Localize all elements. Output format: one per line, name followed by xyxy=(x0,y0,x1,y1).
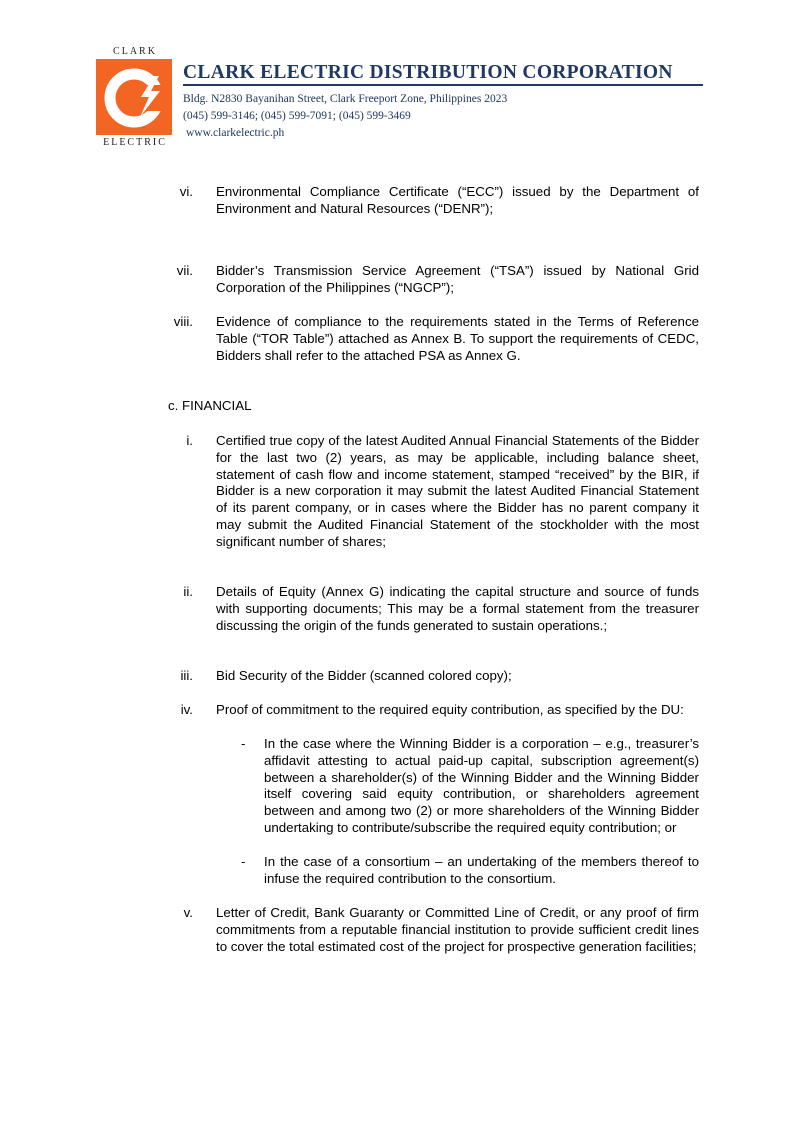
item-number: iv. xyxy=(180,702,193,717)
item-number: ii. xyxy=(183,584,193,599)
item-number: v. xyxy=(183,905,193,920)
item-number: viii. xyxy=(173,314,193,329)
company-website[interactable]: www.clarkelectric.ph xyxy=(186,127,285,139)
section-heading-financial: c. FINANCIAL xyxy=(168,398,252,413)
item-number: vi. xyxy=(179,184,193,199)
company-phones: (045) 599-3146; (045) 599-7091; (045) 599-3469 xyxy=(183,110,411,122)
sub-item-dash: - xyxy=(241,736,246,751)
item-text: Proof of commitment to the required equity contribution, as specified by the DU: xyxy=(216,702,684,717)
item-number: i. xyxy=(186,433,193,448)
item-text: Certified true copy of the latest Audited Annual Financial Statements of the Bidder for the last two (2) years, as may be applicable, including balance sheet, statement of cash flow and income statement, stamped “received” by the BIR, if Bidder is a new corporation it may submit the latest Audited Financial Statement of its parent company, or in cases where the Bidder has no parent company it may submit the Audited Financial Statement of the stockholder with the most significant number of shares; xyxy=(216,433,699,549)
item-text: Environmental Compliance Certificate (“ECC”) issued by the Department of Environment and Natural Resources (“DENR”); xyxy=(216,184,699,216)
company-name: CLARK ELECTRIC DISTRIBUTION CORPORATION xyxy=(183,62,673,83)
logo-bottom-text: ELECTRIC xyxy=(103,137,167,148)
sub-item-text: In the case where the Winning Bidder is a corporation – e.g., treasurer’s affidavit attesting to actual paid-up capital, subscription agreement(s) between a shareholder(s) of the Winning Bidder and the Winning Bidder itself covering said equity contribution, or shareholders agreement between and among two (2) or more shareholders of the Winning Bidder undertaking to contribute/subscribe the required equity contribution; or xyxy=(264,736,699,835)
sub-item-text: In the case of a consortium – an undertaking of the members thereof to infuse the required contribution to the consortium. xyxy=(264,854,699,886)
item-text: Bid Security of the Bidder (scanned colored copy); xyxy=(216,668,512,683)
logo-top-text: CLARK xyxy=(113,46,157,57)
company-logo xyxy=(95,46,175,152)
logo-c-bolt-icon xyxy=(96,59,172,135)
item-text: Bidder’s Transmission Service Agreement (“TSA”) issued by National Grid Corporation of the Philippines (“NGCP”); xyxy=(216,263,699,295)
logo-mark xyxy=(96,59,172,135)
item-text: Evidence of compliance to the requirements stated in the Terms of Reference Table (“TOR Table”) attached as Annex B. To support the requirements of CEDC, Bidders shall refer to the attached PSA as Annex G. xyxy=(216,314,699,363)
item-number: iii. xyxy=(180,668,193,683)
sub-item-dash: - xyxy=(241,854,246,869)
item-text: Details of Equity (Annex G) indicating the capital structure and source of funds with supporting documents; This may be a formal statement from the treasurer discussing the origin of the funds generated to sustain operations.; xyxy=(216,584,699,633)
item-text: Letter of Credit, Bank Guaranty or Committed Line of Credit, or any proof of firm commitments from a reputable financial institution to provide sufficient credit lines to cover the total estimated cost of the project for prospective generation facilities; xyxy=(216,905,699,954)
company-name-underline xyxy=(183,84,703,86)
company-address: Bldg. N2830 Bayanihan Street, Clark Freeport Zone, Philippines 2023 xyxy=(183,93,508,105)
item-number: vii. xyxy=(176,263,193,278)
